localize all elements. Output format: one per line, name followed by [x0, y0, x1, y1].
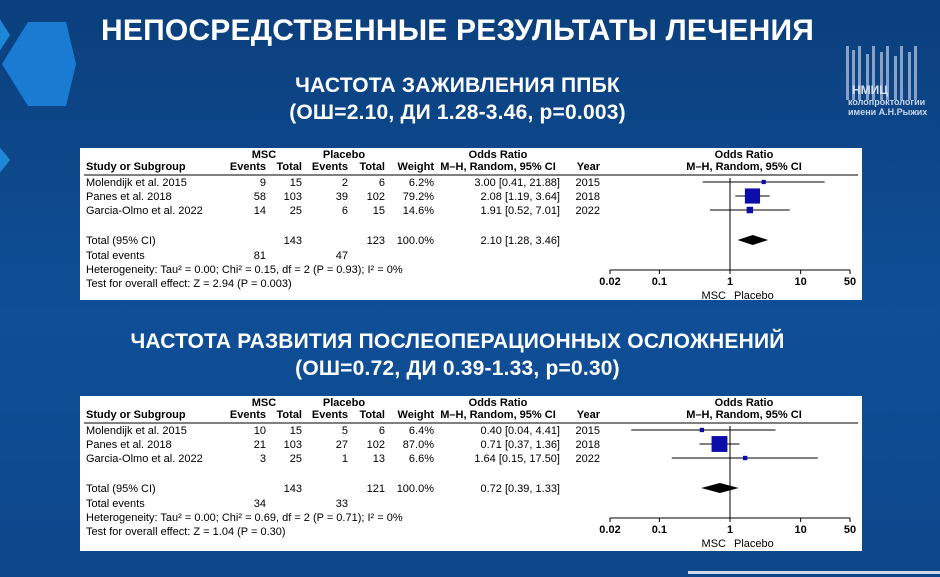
x-tick-label: 0.02	[599, 524, 621, 536]
study-ci: 3.00 [0.41, 21.88]	[474, 177, 560, 189]
header-group2: Placebo	[322, 149, 366, 161]
header-total-2: Total	[359, 161, 385, 173]
header-events-1: Events	[229, 161, 266, 173]
header-total-2: Total	[359, 409, 385, 421]
study-total-1: 25	[289, 453, 302, 465]
section-1-subtitle: (ОШ=2.10, ДИ 1.28-3.46, p=0.003)	[289, 101, 626, 124]
study-ci: 0.40 [0.04, 4.41]	[480, 425, 560, 437]
total-n-2: 123	[366, 235, 385, 247]
study-events-2: 27	[335, 439, 348, 451]
header-method: M–H, Random, 95% CI	[440, 161, 556, 173]
heterogeneity-text: Heterogeneity: Tau² = 0.00; Chi² = 0.69, df = 2 (P = 0.71); I² = 0%	[86, 512, 403, 524]
study-name: Panes et al. 2018	[86, 191, 172, 203]
effect-square	[745, 188, 760, 203]
favours-left-label: MSC	[701, 290, 726, 300]
heterogeneity-text: Heterogeneity: Tau² = 0.00; Chi² = 0.15, df = 2 (P = 0.93); I² = 0%	[86, 264, 403, 276]
header-total-1: Total	[276, 409, 302, 421]
study-total-2: 13	[372, 453, 385, 465]
effect-square	[747, 207, 753, 213]
forest-plot-healing	[80, 148, 862, 300]
study-total-2: 15	[372, 205, 385, 217]
header-weight: Weight	[397, 161, 434, 173]
study-total-2: 102	[366, 191, 385, 203]
pooled-diamond	[701, 483, 739, 493]
study-events-2: 2	[341, 177, 348, 189]
total-ci: 0.72 [0.39, 1.33]	[480, 483, 560, 495]
header-method-plot: M–H, Random, 95% CI	[686, 161, 802, 173]
study-events-2: 6	[341, 205, 348, 217]
header-method: M–H, Random, 95% CI	[440, 409, 556, 421]
page-title: НЕПОСРЕДСТВЕННЫЕ РЕЗУЛЬТАТЫ ЛЕЧЕНИЯ	[101, 14, 814, 47]
header-group1: MSC	[251, 149, 277, 161]
section-2-heading	[0, 328, 915, 382]
study-events-2: 1	[341, 453, 348, 465]
study-total-1: 103	[283, 191, 302, 203]
x-tick-label: 0.1	[651, 524, 668, 536]
study-name: Garcia-Olmo et al. 2022	[86, 205, 203, 217]
study-total-1: 15	[289, 177, 302, 189]
x-tick-label: 50	[843, 276, 857, 288]
study-events-1: 9	[259, 177, 266, 189]
header-odds-ratio-plot: Odds Ratio	[714, 397, 774, 409]
section-2-title: ЧАСТОТА РАЗВИТИЯ ПОСЛЕОПЕРАЦИОННЫХ ОСЛОЖНЕНИЙ	[130, 330, 785, 353]
study-total-1: 103	[283, 439, 302, 451]
x-tick-label: 50	[843, 524, 857, 536]
overall-effect-text: Test for overall effect: Z = 2.94 (P = 0.003)	[86, 278, 292, 290]
events-total-1: 81	[253, 250, 266, 262]
x-tick-label: 0.02	[599, 276, 621, 288]
logo-line1: колопроктологии	[848, 97, 926, 107]
header-events-2: Events	[311, 161, 348, 173]
study-events-1: 58	[253, 191, 266, 203]
header-events-2: Events	[311, 409, 348, 421]
study-name: Garcia-Olmo et al. 2022	[86, 453, 203, 465]
header-group2: Placebo	[322, 397, 366, 409]
header-odds-ratio: Odds Ratio	[468, 149, 528, 161]
study-ci: 1.91 [0.52, 7.01]	[480, 205, 560, 217]
study-events-2: 39	[335, 191, 348, 203]
study-total-2: 6	[378, 425, 385, 437]
logo-name: НМИЦ	[852, 83, 889, 97]
header-events-1: Events	[229, 409, 266, 421]
study-ci: 1.64 [0.15, 17.50]	[474, 453, 560, 465]
study-total-1: 15	[289, 425, 302, 437]
x-tick-label: 10	[794, 276, 807, 288]
header-year: Year	[576, 161, 600, 173]
study-weight: 79.2%	[402, 191, 434, 203]
footer-divider	[688, 571, 940, 574]
study-weight: 6.6%	[408, 453, 434, 465]
total-weight: 100.0%	[396, 483, 434, 495]
total-ci: 2.10 [1.28, 3.46]	[480, 235, 560, 247]
total-label: Total (95% CI)	[86, 235, 156, 247]
header-study: Study or Subgroup	[86, 409, 186, 421]
study-year: 2018	[575, 191, 600, 203]
header-study: Study or Subgroup	[86, 161, 186, 173]
section-1-title: ЧАСТОТА ЗАЖИВЛЕНИЯ ППБК	[295, 74, 620, 97]
study-ci: 0.71 [0.37, 1.36]	[480, 439, 560, 451]
total-n-2: 121	[366, 483, 385, 495]
study-events-2: 5	[341, 425, 348, 437]
study-weight: 6.2%	[408, 177, 434, 189]
header-group1: MSC	[251, 397, 277, 409]
favours-right-label: Placebo	[734, 290, 774, 300]
total-weight: 100.0%	[396, 235, 434, 247]
study-total-2: 6	[378, 177, 385, 189]
x-tick-label: 1	[726, 276, 734, 288]
study-total-1: 25	[289, 205, 302, 217]
forest-plot-svg	[80, 396, 862, 551]
study-events-1: 3	[259, 453, 266, 465]
header-weight: Weight	[397, 409, 434, 421]
study-year: 2022	[575, 453, 600, 465]
total-n-1: 143	[283, 235, 302, 247]
study-name: Panes et al. 2018	[86, 439, 172, 451]
header-total-1: Total	[276, 161, 302, 173]
study-events-1: 14	[253, 205, 266, 217]
logo-line2: имени А.Н.Рыжих	[848, 107, 928, 117]
favours-left-label: MSC	[701, 538, 726, 550]
x-tick-label: 1	[726, 524, 734, 536]
study-year: 2018	[575, 439, 600, 451]
forest-plot-complications	[80, 396, 862, 551]
study-events-1: 10	[253, 425, 266, 437]
section-1-heading	[0, 72, 915, 126]
header-odds-ratio: Odds Ratio	[468, 397, 528, 409]
study-events-1: 21	[253, 439, 266, 451]
header-odds-ratio-plot: Odds Ratio	[714, 149, 774, 161]
study-ci: 2.08 [1.19, 3.64]	[480, 191, 560, 203]
effect-square	[712, 436, 728, 452]
x-tick-label: 10	[794, 524, 807, 536]
pooled-diamond	[738, 235, 769, 245]
study-weight: 14.6%	[402, 205, 434, 217]
study-year: 2022	[575, 205, 600, 217]
total-n-1: 143	[283, 483, 302, 495]
effect-square	[743, 456, 747, 460]
x-tick-label: 0.1	[651, 276, 668, 288]
forest-plot-svg	[80, 148, 862, 300]
study-total-2: 102	[366, 439, 385, 451]
effect-square	[762, 180, 766, 184]
favours-right-label: Placebo	[734, 538, 774, 550]
section-2-subtitle: (ОШ=0.72, ДИ 0.39-1.33, p=0.30)	[295, 357, 620, 380]
study-year: 2015	[575, 425, 600, 437]
events-total-2: 47	[335, 250, 348, 262]
header-method-plot: M–H, Random, 95% CI	[686, 409, 802, 421]
study-name: Molendijk et al. 2015	[86, 177, 187, 189]
study-weight: 87.0%	[402, 439, 434, 451]
events-total-2: 33	[335, 498, 348, 510]
study-name: Molendijk et al. 2015	[86, 425, 187, 437]
events-total-1: 34	[253, 498, 266, 510]
events-label: Total events	[86, 498, 145, 510]
study-year: 2015	[575, 177, 600, 189]
total-label: Total (95% CI)	[86, 483, 156, 495]
overall-effect-text: Test for overall effect: Z = 1.04 (P = 0.30)	[86, 526, 286, 538]
study-weight: 6.4%	[408, 425, 434, 437]
header-year: Year	[576, 409, 600, 421]
events-label: Total events	[86, 250, 145, 262]
hexagon-shape	[0, 140, 10, 180]
effect-square	[700, 428, 704, 432]
